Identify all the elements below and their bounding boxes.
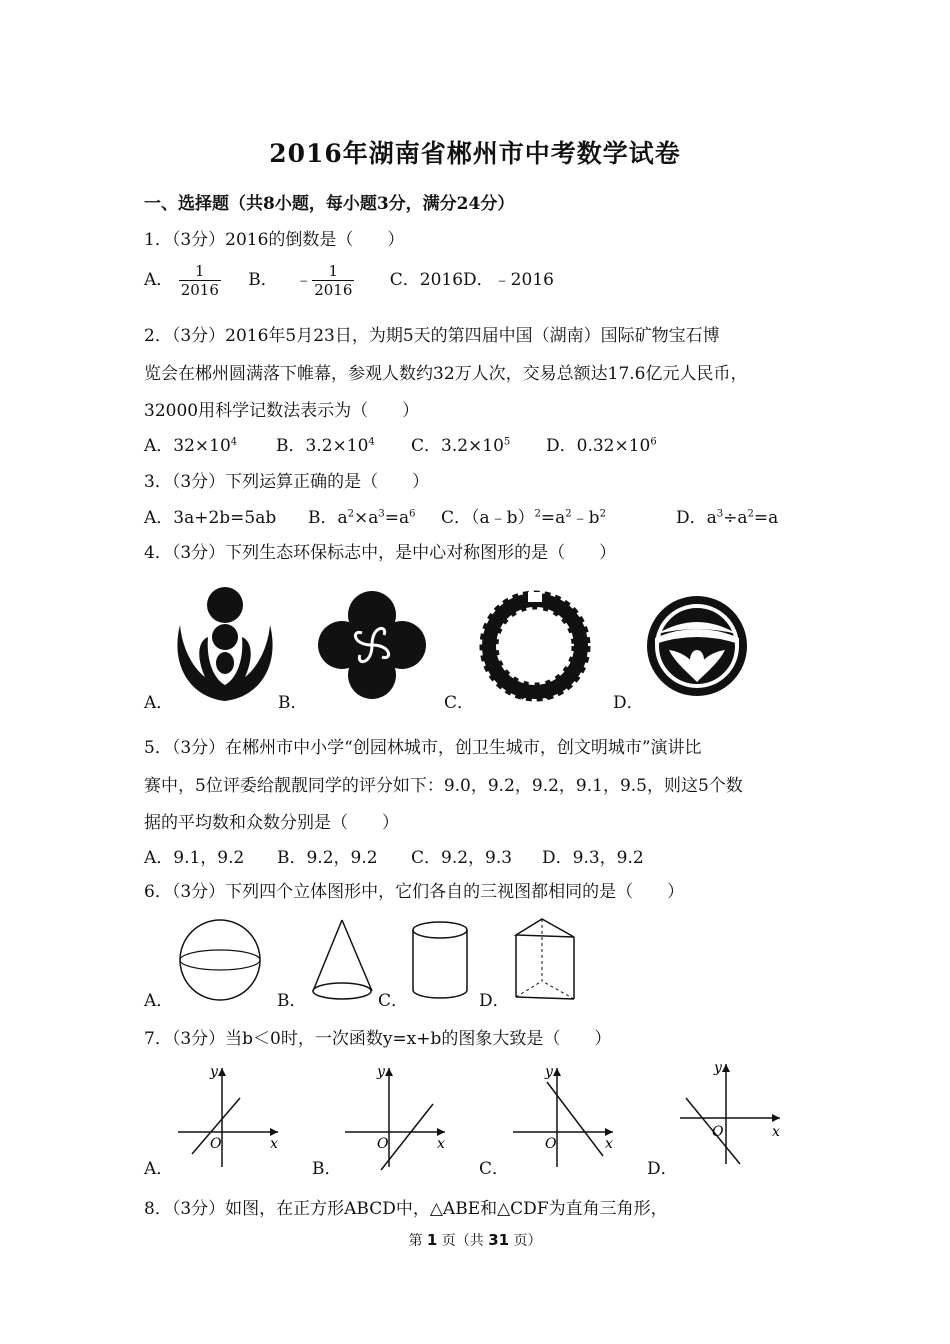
q1-b-denominator: 2016 <box>314 281 353 299</box>
q4-label-b: B． <box>278 693 308 713</box>
graph-c-y-label: y <box>545 1064 553 1080</box>
graph-d-x-label: x <box>772 1124 780 1140</box>
q1-a-numerator: 1 <box>179 262 221 281</box>
q5-option-c: C．9.2，9.3 <box>411 848 513 868</box>
circle-sprout-logo-icon <box>645 590 750 705</box>
q6-label-c: C． <box>378 991 409 1011</box>
q7-label-d: D． <box>647 1159 678 1179</box>
q5-line1: 5．（3分）在郴州市中小学“创园林城市，创卫生城市，创文明城市”演讲比 <box>144 738 702 758</box>
q6-stem: 6．（3分）下列四个立体图形中，它们各自的三视图都相同的是（ ） <box>144 882 685 902</box>
q4-label-d: D． <box>613 693 644 713</box>
q5-option-d: D．9.3，9.2 <box>542 848 644 868</box>
q8-stem: 8．（3分）如图，在正方形ABCD中，△ABE和△CDF为直角三角形， <box>144 1199 668 1219</box>
q4-label-c: C． <box>444 693 475 713</box>
q5-option-b: B．9.2，9.2 <box>277 848 378 868</box>
q2-option-a: A．$32\times 10^4$ <box>144 436 238 456</box>
wreath-logo-icon <box>476 590 594 705</box>
q1-options <box>144 262 554 299</box>
graph-c-x-label: x <box>605 1136 613 1152</box>
flame-logo-icon <box>170 585 280 705</box>
graph-a-figure <box>170 1062 285 1172</box>
q2-option-d: D．$0.32\times 10^6$ <box>546 436 657 456</box>
triangular-prism-figure-icon <box>508 915 583 1005</box>
q1-a-fraction <box>179 262 221 299</box>
graph-d-figure <box>672 1056 787 1168</box>
graph-b-origin-label: O <box>377 1136 389 1152</box>
q4-stem: 4．（3分）下列生态环保标志中，是中心对称图形的是（ ） <box>144 543 617 563</box>
cylinder-figure-icon <box>408 918 473 1003</box>
q7-label-a: A． <box>144 1159 174 1179</box>
graph-b-x-label: x <box>437 1136 445 1152</box>
q2-line1: 2．（3分）2016年5月23日，为期5天的第四届中国（湖南）国际矿物宝石博 <box>144 326 720 346</box>
q3-option-d: D．$a^3\div a^2=a$ <box>676 508 779 528</box>
q4-label-a: A． <box>144 693 174 713</box>
graph-a-origin-label: O <box>210 1136 222 1152</box>
q1-b-numerator: 1 <box>312 262 354 281</box>
graph-d-origin-label: O <box>712 1124 724 1140</box>
cone-figure-icon <box>305 915 380 1005</box>
q3-stem: 3．（3分）下列运算正确的是（ ） <box>144 472 430 492</box>
q5-option-a: A．9.1，9.2 <box>144 848 245 868</box>
graph-c-figure <box>505 1062 620 1172</box>
q5-line2: 赛中，5位评委给靓靓同学的评分如下：9.0，9.2，9.2，9.1，9.5，则这5个数 <box>144 776 743 796</box>
q3-option-b: B．$a^2\times a^3=a^6$ <box>308 508 416 528</box>
graph-b-y-label: y <box>377 1064 385 1080</box>
graph-c-origin-label: O <box>545 1136 557 1152</box>
q3-option-a: A．3a+2b=5ab <box>144 508 277 528</box>
q2-line3: 32000用科学记数法表示为（ ） <box>144 401 420 421</box>
page-number: 1 <box>426 1231 438 1249</box>
total-pages: 31 <box>488 1231 510 1249</box>
q6-label-b: B． <box>277 991 307 1011</box>
section-heading: 一、选择题（共8小题，每小题3分，满分24分） <box>144 194 515 214</box>
graph-d-y-label: y <box>714 1060 722 1076</box>
q1-b-fraction <box>312 262 354 299</box>
q7-label-c: C． <box>479 1159 510 1179</box>
q2-option-c: C．$3.2\times 10^5$ <box>411 436 511 456</box>
sphere-figure-icon <box>175 915 265 1005</box>
q2-line2: 览会在郴州圆满落下帷幕，参观人数约32万人次，交易总额达17.6亿元人民币， <box>144 364 748 384</box>
q1-stem: 1．（3分）2016的倒数是（ ） <box>144 230 405 250</box>
q1-cd-options: C．2016D．﹣2016 <box>389 270 554 290</box>
graph-a-y-label: y <box>210 1064 218 1080</box>
q1-a-denominator: 2016 <box>180 281 219 299</box>
q1-a-label: A． <box>144 270 174 290</box>
page-title: 2016年湖南省郴州市中考数学试卷 <box>269 139 681 168</box>
clover-logo-icon <box>310 585 435 705</box>
q7-label-b: B． <box>312 1159 342 1179</box>
q6-label-d: D． <box>479 991 510 1011</box>
graph-b-figure <box>337 1062 452 1172</box>
q2-option-b: B．$3.2\times 10^4$ <box>276 436 375 456</box>
q1-b-label: B． <box>248 270 278 290</box>
q3-option-c: C．$(a﹣b)^2=a^2﹣b^2$ <box>441 508 606 528</box>
q6-label-a: A． <box>144 991 174 1011</box>
q5-line3: 据的平均数和众数分别是（ ） <box>144 813 399 833</box>
q1-b-sign: ﹣ <box>295 270 313 290</box>
page-footer: 第 1 页（共 31 页） <box>408 1231 542 1249</box>
q7-stem: 7．（3分）当b＜0时，一次函数y=x+b的图象大致是（ ） <box>144 1029 612 1049</box>
graph-a-x-label: x <box>270 1136 278 1152</box>
